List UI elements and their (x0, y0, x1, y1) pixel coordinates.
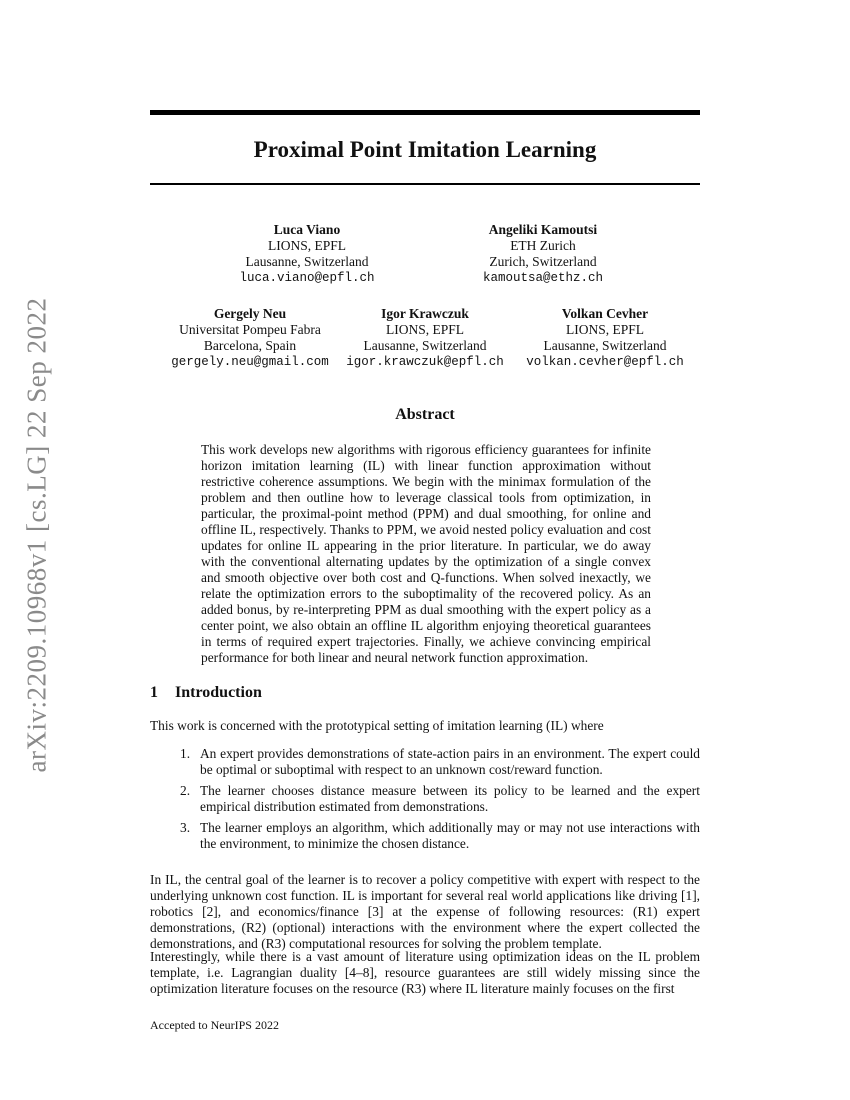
list-item-text: The learner chooses distance measure between its policy to be learned and the expert empirical distribution estimated from demonstrations. (200, 783, 700, 814)
intro-paragraph: In IL, the central goal of the learner is to recover a policy competitive with expert with respect to the underlying unknown cost function. IL is important for several real world applications like driving [1], robotics [2], and economics/finance [3] at the expense of following resources: (R1) expert demonstrations, (R2) (optional) interactions with the environment where the expert collected the demonstrations, and (R3) computational resources for solving the problem template. (150, 872, 700, 951)
author-name: Luca Viano (273, 222, 341, 237)
title-rule-bottom (150, 183, 700, 185)
list-marker: 1. (180, 746, 191, 761)
author-email[interactable]: luca.viano@epfl.ch (239, 271, 375, 285)
author-location: Zurich, Switzerland (489, 254, 597, 269)
author-location: Lausanne, Switzerland (363, 338, 487, 353)
abstract-heading: Abstract (395, 406, 455, 423)
section-title: Introduction (175, 684, 262, 701)
footer-note: Accepted to NeurIPS 2022 (150, 1018, 279, 1032)
title-rule-top (150, 110, 700, 115)
arxiv-identifier: arXiv:2209.10968v1 [cs.LG] 22 Sep 2022 (21, 297, 52, 773)
author-name: Volkan Cevher (561, 306, 649, 321)
author-name: Angeliki Kamoutsi (488, 222, 598, 237)
author-location: Lausanne, Switzerland (543, 338, 667, 353)
author-affiliation: Universitat Pompeu Fabra (179, 322, 321, 337)
author-affiliation: ETH Zurich (510, 238, 576, 253)
author-email[interactable]: igor.krawczuk@epfl.ch (346, 355, 504, 369)
author-location: Lausanne, Switzerland (245, 254, 369, 269)
section-number: 1 (150, 684, 158, 701)
list-item-text: An expert provides demonstrations of state-action pairs in an environment. The expert could be optimal or suboptimal with respect to an unknown cost/reward function. (200, 746, 700, 777)
list-marker: 3. (180, 820, 191, 835)
section-heading-introduction (150, 684, 262, 702)
author-location: Barcelona, Spain (203, 338, 297, 353)
author-email[interactable]: kamoutsa@ethz.ch (482, 271, 604, 285)
author-affiliation: LIONS, EPFL (565, 322, 644, 337)
author-block (160, 306, 340, 370)
author-name: Gergely Neu (213, 306, 287, 321)
author-name: Igor Krawczuk (381, 306, 469, 321)
author-block (335, 306, 515, 370)
list-item (180, 783, 700, 815)
author-block (453, 222, 633, 286)
intro-lead-paragraph: This work is concerned with the prototypical setting of imitation learning (IL) where (150, 718, 604, 733)
author-email[interactable]: volkan.cevher@epfl.ch (526, 355, 684, 369)
author-affiliation: LIONS, EPFL (385, 322, 464, 337)
paper-title: Proximal Point Imitation Learning (253, 137, 597, 162)
list-item-text: The learner employs an algorithm, which additionally may or may not use interactions with the environment, to minimize the chosen distance. (200, 820, 700, 851)
abstract-body: This work develops new algorithms with rigorous efficiency guarantees for infinite horizon imitation learning (IL) with linear function approximation without restrictive coherence assumptions. We begin with the minimax formulation of the problem and then outline how to leverage classical tools from optimization, in particular, the proximal-point method (PPM) and dual smoothing, for online and offline IL, respectively. Thanks to PPM, we avoid nested policy evaluation and cost updates for online IL appearing in the prior literature. In particular, we do away with the conventional alternating updates by the optimization of a single convex and smooth objective over both cost and Q-functions. When solved inexactly, we relate the optimization errors to the suboptimality of the recovered policy. As an added bonus, by re-interpreting PPM as dual smoothing with the expert policy as a center point, we also obtain an offline IL algorithm enjoying theoretical guarantees in terms of required expert trajectories. Finally, we achieve convincing empirical performance for both linear and neural network function approximation. (201, 442, 651, 665)
author-affiliation: LIONS, EPFL (267, 238, 346, 253)
list-item (180, 746, 700, 778)
list-marker: 2. (180, 783, 191, 798)
list-item (180, 820, 700, 852)
author-block (515, 306, 695, 370)
author-email[interactable]: gergely.neu@gmail.com (171, 355, 329, 369)
author-block (217, 222, 397, 286)
intro-paragraph: Interestingly, while there is a vast amount of literature using optimization ideas on the IL problem template, i.e. Lagrangian duality [4–8], resource guarantees are still widely missing since the optimization literature focuses on the resource (R3) where IL literature mainly focuses on the first (150, 949, 700, 996)
intro-enumeration (180, 746, 700, 857)
